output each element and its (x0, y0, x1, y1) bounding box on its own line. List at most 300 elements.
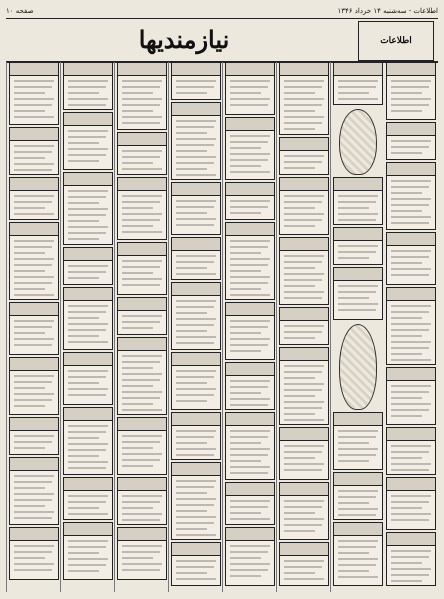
ad-text-line (391, 513, 431, 515)
ad-heading-bar (226, 363, 274, 376)
ad-text-line (122, 435, 162, 437)
ad-text-line (176, 388, 216, 390)
ad-heading-bar (118, 298, 166, 311)
ad-text-line (338, 496, 376, 498)
ad-heading-bar (64, 353, 112, 366)
ad-text-line (284, 463, 324, 465)
ad-text-line (122, 315, 162, 317)
ad-heading-bar (387, 533, 435, 546)
ad-text-line (68, 271, 106, 273)
classified-ad-box (63, 477, 113, 520)
ad-text-line (176, 218, 216, 220)
classified-ad-box (333, 62, 383, 105)
ad-text-line (338, 219, 376, 221)
ad-text-line (176, 522, 214, 524)
ad-text-line (14, 517, 52, 519)
ad-text-line (230, 326, 268, 328)
ad-text-line (14, 98, 54, 100)
page-header (6, 4, 438, 18)
ad-text-line (230, 104, 268, 106)
ad-text-line (122, 453, 162, 455)
classified-ad-box (333, 267, 383, 320)
ad-text-line (284, 419, 324, 421)
ad-text-line (284, 128, 315, 130)
ad-text-line (176, 578, 216, 580)
ad-column (276, 62, 331, 592)
classified-ad-box (63, 407, 113, 475)
ad-heading-bar (172, 463, 220, 476)
ad-text-line (230, 332, 261, 334)
ad-heading-bar (387, 233, 435, 246)
ad-text-line (338, 291, 376, 293)
ad-text-line (284, 365, 324, 367)
ad-text-line (68, 449, 106, 451)
classified-ad-box (171, 412, 221, 460)
ad-heading-bar (10, 303, 58, 316)
ad-text-line (68, 552, 99, 554)
ad-text-line (176, 504, 214, 506)
ad-text-line (68, 443, 108, 445)
ad-text-line (230, 86, 268, 88)
ad-text-line (338, 502, 369, 504)
ad-text-line (338, 564, 376, 566)
ad-text-line (391, 80, 431, 82)
ad-text-line (176, 86, 214, 88)
ad-heading-bar (226, 303, 274, 316)
ad-text-line (14, 264, 52, 266)
ad-text-line (338, 98, 378, 100)
ornament-image (339, 109, 377, 175)
ad-text-line (391, 323, 431, 325)
ad-heading-bar (387, 478, 435, 491)
classified-ad-box (171, 182, 221, 235)
classified-ad-box (386, 427, 436, 475)
ad-text-line (122, 361, 160, 363)
ad-text-line (68, 317, 99, 319)
ad-heading-bar (10, 358, 58, 371)
ad-text-line (176, 206, 214, 208)
ad-text-line (391, 463, 431, 465)
ad-text-line (176, 342, 214, 344)
ad-heading-bar (172, 238, 220, 251)
ad-text-line (230, 252, 261, 254)
classified-ad-box (386, 122, 436, 160)
ad-text-line (230, 545, 270, 547)
ad-text-line (284, 457, 315, 459)
ad-text-line (68, 148, 108, 150)
ad-text-line (176, 312, 207, 314)
ad-text-line (230, 320, 270, 322)
ad-text-line (176, 318, 216, 320)
ad-text-line (391, 568, 431, 570)
ad-text-line (122, 545, 162, 547)
ad-text-line (391, 580, 422, 582)
ad-text-line (14, 92, 45, 94)
ad-heading-bar (387, 123, 435, 136)
ad-heading-bar (387, 368, 435, 381)
ad-text-line (338, 80, 378, 82)
ad-text-line (284, 207, 315, 209)
dateline: اطلاعات - سه‌شنبه ۱۴ خرداد ۱۳۴۶ (337, 7, 438, 15)
ad-text-line (284, 167, 315, 169)
ad-text-line (230, 386, 268, 388)
ad-text-line (122, 231, 162, 233)
ad-text-line (284, 337, 315, 339)
ad-text-line (176, 510, 207, 512)
ad-text-line (391, 457, 422, 459)
ad-text-line (391, 397, 422, 399)
ad-text-line (176, 394, 214, 396)
ad-text-line (391, 256, 429, 258)
ad-heading-bar (387, 163, 435, 176)
ad-text-line (284, 395, 315, 397)
ad-text-line (338, 92, 369, 94)
ad-text-line (68, 495, 108, 497)
ad-text-line (230, 466, 270, 468)
ad-text-line (122, 98, 162, 100)
ad-column (60, 62, 115, 592)
ad-column (384, 62, 438, 592)
ad-text-line (176, 168, 207, 170)
ad-text-line (391, 268, 431, 270)
ad-heading-bar (226, 223, 274, 236)
ad-text-line (284, 506, 322, 508)
ad-text-line (338, 460, 369, 462)
ad-heading-bar (334, 178, 382, 191)
ad-text-line (122, 122, 160, 124)
classified-ad-box (117, 417, 167, 475)
ad-text-line (122, 367, 153, 369)
ad-heading-bar (10, 128, 58, 141)
ad-text-line (230, 80, 270, 82)
ad-columns (6, 62, 438, 592)
ad-text-line (68, 558, 108, 560)
classified-ad-box (225, 362, 275, 410)
ad-text-line (176, 516, 216, 518)
classified-ad-box (279, 137, 329, 175)
ad-text-line (338, 454, 376, 456)
ad-heading-bar (226, 483, 274, 496)
ad-text-line (68, 382, 99, 384)
ad-text-line (122, 207, 153, 209)
ad-text-line (391, 186, 429, 188)
ad-text-line (14, 499, 52, 501)
classified-ad-box (9, 417, 59, 455)
ad-text-line (122, 355, 162, 357)
classified-ad-box (117, 477, 167, 525)
ad-text-line (338, 436, 376, 438)
classified-ad-box (386, 232, 436, 285)
ad-text-line (68, 341, 108, 343)
ad-text-line (284, 530, 315, 532)
ad-text-line (122, 162, 153, 164)
ad-text-line (68, 160, 99, 162)
ad-text-line (14, 282, 52, 284)
classified-ad-box (279, 177, 329, 235)
ad-text-line (14, 475, 54, 477)
ad-text-line (230, 518, 270, 520)
ad-text-line (391, 335, 422, 337)
ad-text-line (68, 323, 108, 325)
ad-text-line (391, 104, 429, 106)
ad-text-line (122, 260, 162, 262)
ad-text-line (391, 192, 422, 194)
ad-text-line (284, 469, 322, 471)
ad-text-line (14, 375, 54, 377)
ad-text-line (176, 436, 214, 438)
ad-text-line (284, 273, 324, 275)
ad-text-line (122, 225, 153, 227)
ad-text-line (338, 285, 378, 287)
ad-heading-bar (118, 418, 166, 431)
ad-text-line (14, 294, 54, 296)
ad-text-line (14, 213, 54, 215)
ad-text-line (391, 556, 429, 558)
ad-text-line (14, 151, 52, 153)
ad-text-line (338, 558, 378, 560)
ad-text-line (68, 437, 99, 439)
ad-text-line (122, 495, 162, 497)
ad-heading-bar (280, 178, 328, 191)
ad-text-line (68, 196, 106, 198)
ad-text-line (68, 130, 108, 132)
ad-heading-bar (172, 543, 220, 556)
ad-text-line (338, 213, 378, 215)
ad-text-line (284, 371, 322, 373)
ad-text-line (284, 578, 324, 580)
ad-text-line (122, 168, 162, 170)
ad-heading-bar (280, 308, 328, 321)
classified-ad-box (225, 182, 275, 220)
ad-text-line (68, 220, 99, 222)
ad-text-line (68, 370, 108, 372)
ad-text-line (284, 195, 324, 197)
ad-text-line (391, 146, 429, 148)
ad-text-line (122, 397, 160, 399)
ad-text-line (391, 415, 422, 417)
ad-text-line (14, 246, 52, 248)
ad-text-line (176, 336, 216, 338)
ad-text-line (176, 162, 214, 164)
ad-text-line (68, 564, 106, 566)
ad-text-line (230, 442, 261, 444)
classified-ad-box (333, 412, 383, 470)
ad-heading-bar (64, 523, 112, 536)
ad-text-line (176, 324, 214, 326)
ad-text-line (391, 210, 422, 212)
ad-text-line (14, 80, 54, 82)
classified-ad-box (333, 227, 383, 265)
ad-heading-bar (10, 458, 58, 471)
ad-text-line (122, 201, 160, 203)
ad-heading-bar (334, 228, 382, 241)
ad-text-line (176, 528, 207, 530)
ad-text-line (284, 285, 315, 287)
ad-text-line (122, 80, 162, 82)
classified-ad-box (386, 532, 436, 586)
ad-text-line (68, 136, 106, 138)
ad-text-line (284, 389, 322, 391)
ad-text-line (284, 572, 315, 574)
ad-text-line (14, 116, 54, 118)
ad-text-line (122, 213, 162, 215)
ad-text-line (391, 311, 429, 313)
ad-heading-bar (172, 103, 220, 116)
ad-text-line (14, 435, 54, 437)
ad-text-line (68, 232, 106, 234)
ad-column (6, 62, 61, 592)
ad-text-line (122, 92, 153, 94)
classified-ad-box (225, 222, 275, 300)
classified-ad-box (171, 102, 221, 180)
ad-text-line (14, 569, 52, 571)
classified-ad-box (225, 62, 275, 115)
ad-text-line (176, 224, 214, 226)
ad-text-line (230, 141, 268, 143)
ad-text-line (391, 262, 422, 264)
ad-text-line (230, 430, 270, 432)
ad-heading-bar (10, 63, 58, 76)
ad-heading-bar (10, 418, 58, 431)
ad-text-line (14, 387, 45, 389)
ad-text-line (122, 465, 153, 467)
ad-text-line (391, 391, 429, 393)
ad-text-line (176, 492, 207, 494)
ad-text-line (284, 86, 322, 88)
classified-ad-box (117, 62, 167, 130)
ad-text-line (230, 294, 270, 296)
classified-ad-box (279, 307, 329, 345)
ad-text-line (391, 110, 422, 112)
ad-text-line (176, 255, 216, 257)
ad-text-line (230, 288, 261, 290)
ad-text-line (68, 507, 99, 509)
ad-text-line (391, 329, 429, 331)
ad-text-line (68, 455, 99, 457)
ad-text-line (391, 152, 422, 154)
ad-text-line (338, 195, 378, 197)
classified-ad-box (117, 177, 167, 240)
ad-text-line (68, 394, 106, 396)
ad-text-line (230, 135, 270, 137)
ad-text-line (338, 570, 369, 572)
ad-text-line (14, 447, 45, 449)
ad-text-line (122, 373, 162, 375)
ad-text-line (122, 403, 153, 405)
ad-text-line (68, 311, 106, 313)
ad-text-line (284, 377, 315, 379)
ad-text-line (122, 385, 153, 387)
classified-ad-box (279, 542, 329, 586)
ad-heading-bar (118, 338, 166, 351)
ad-text-line (284, 500, 324, 502)
ad-text-line (284, 279, 322, 281)
ad-text-line (284, 451, 322, 453)
ad-text-line (176, 566, 214, 568)
ad-heading-bar (118, 63, 166, 76)
ad-text-line (68, 277, 99, 279)
ad-text-line (284, 331, 322, 333)
ad-text-line (176, 138, 216, 140)
ad-text-line (68, 104, 106, 106)
masthead (6, 18, 438, 63)
ad-heading-bar (172, 283, 220, 296)
ad-text-line (284, 201, 322, 203)
ad-text-line (122, 447, 153, 449)
ad-text-line (68, 546, 106, 548)
ad-text-line (14, 393, 54, 395)
ad-heading-bar (118, 243, 166, 256)
ad-text-line (176, 448, 216, 450)
ad-heading-bar (64, 63, 112, 76)
masthead-paper-name: اطلاعات (358, 21, 434, 61)
ad-text-line (391, 250, 431, 252)
ad-text-line (338, 430, 378, 432)
ad-text-line (176, 376, 214, 378)
ad-text-line (338, 576, 378, 578)
ad-text-line (284, 122, 322, 124)
classified-ad-box (117, 527, 167, 580)
ad-text-line (391, 495, 431, 497)
ad-heading-bar (280, 428, 328, 441)
classified-ad-box (63, 247, 113, 285)
ad-text-line (176, 382, 207, 384)
ad-text-line (230, 436, 268, 438)
ad-text-line (14, 338, 54, 340)
ad-heading-bar (64, 408, 112, 421)
ad-text-line (391, 86, 429, 88)
classified-ad-box (117, 242, 167, 295)
ad-heading-bar (280, 483, 328, 496)
ad-text-line (338, 207, 369, 209)
ad-text-line (14, 110, 45, 112)
ad-text-line (284, 566, 322, 568)
ad-text-line (68, 376, 106, 378)
ad-text-line (338, 508, 378, 510)
ad-text-line (338, 257, 369, 259)
ad-text-line (176, 92, 207, 94)
ad-text-line (122, 501, 160, 503)
ad-text-line (391, 550, 431, 552)
ad-text-line (14, 195, 54, 197)
classified-ad-box (117, 297, 167, 335)
ad-text-line (391, 347, 429, 349)
ad-column (168, 62, 223, 592)
ad-text-line (338, 297, 369, 299)
ad-text-line (230, 92, 261, 94)
ad-heading-bar (280, 138, 328, 151)
ad-text-line (176, 261, 214, 263)
ad-text-line (391, 403, 431, 405)
ad-text-line (230, 240, 270, 242)
ad-text-line (68, 190, 108, 192)
ad-column (222, 62, 277, 592)
classified-ad-box (333, 472, 383, 520)
ad-heading-bar (226, 63, 274, 76)
ad-heading-bar (387, 428, 435, 441)
ad-text-line (230, 270, 261, 272)
ad-text-line (391, 501, 429, 503)
ad-heading-bar (118, 478, 166, 491)
ad-text-line (122, 266, 160, 268)
ad-text-line (176, 80, 216, 82)
ad-heading-bar (334, 413, 382, 426)
classified-ad-box (63, 352, 113, 405)
ad-text-line (176, 498, 216, 500)
ad-text-line (284, 413, 315, 415)
ad-text-line (122, 519, 160, 521)
classified-ad-box (63, 522, 113, 580)
